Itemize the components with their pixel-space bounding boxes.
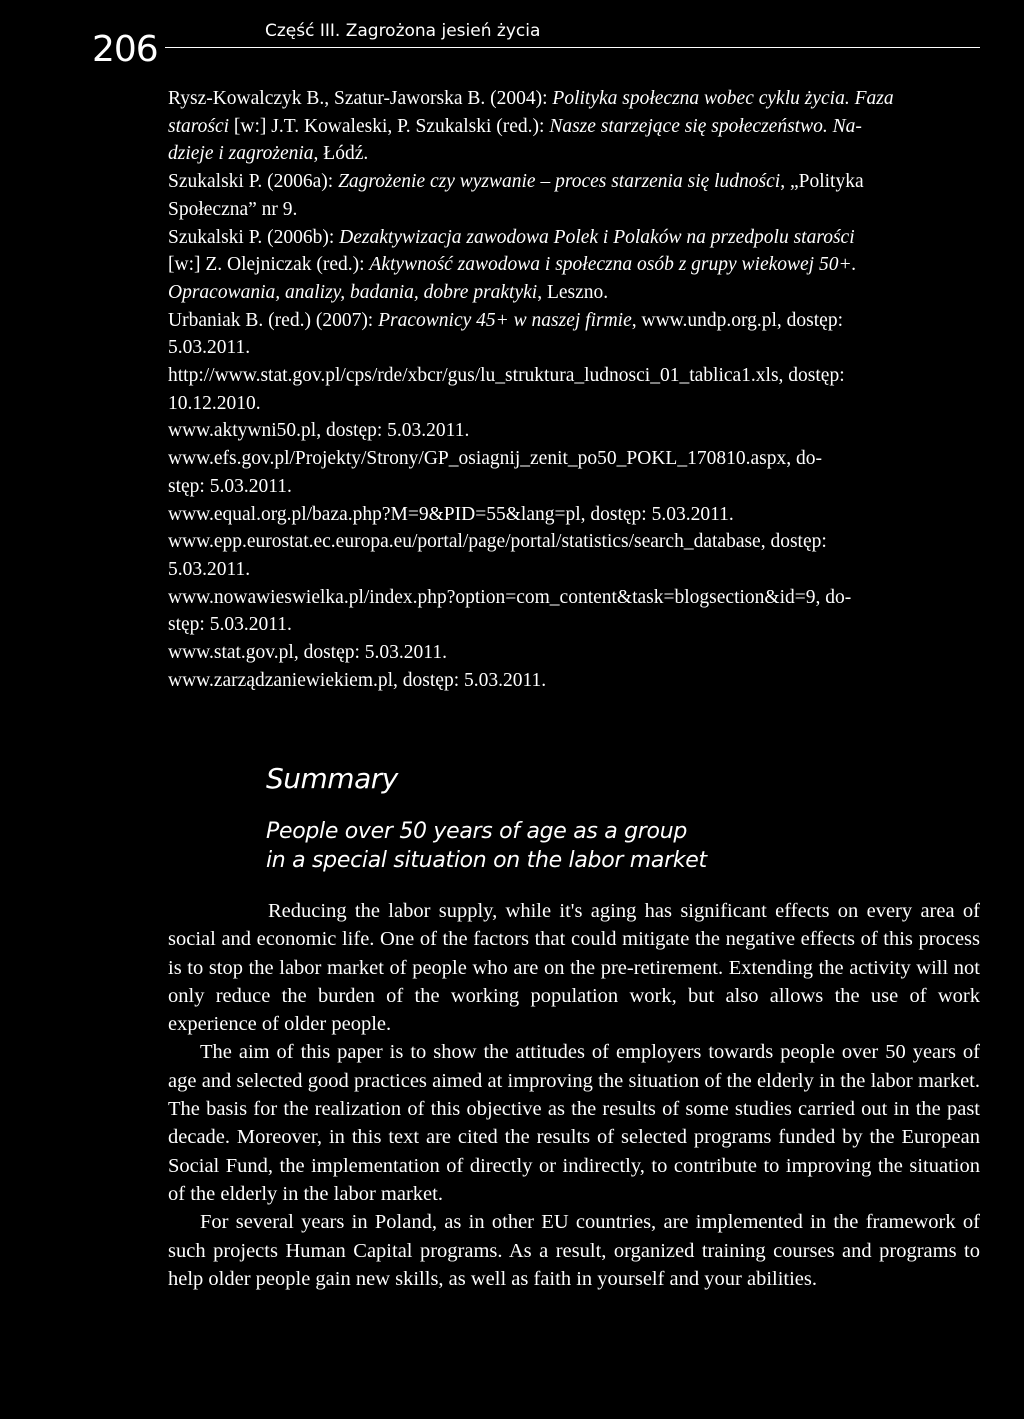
reference-text: , www.undp.org.pl, dostęp:	[631, 309, 843, 331]
running-head: Część III. Zagrożona jesień życia	[265, 21, 541, 41]
reference-entry	[168, 85, 980, 168]
reference-line	[168, 611, 980, 639]
reference-text: www.efs.gov.pl/Projekty/Strony/GP_osiagnij_zenit_po50_POKL_170810.aspx, do-	[168, 448, 822, 470]
reference-entry	[168, 168, 980, 223]
reference-text: Szukalski P. (2006b):	[168, 226, 340, 248]
reference-italic-text: Dezaktywizacja zawodowa Polek i Polaków na przedpolu starości	[339, 226, 855, 248]
reference-line	[168, 307, 980, 335]
summary-subtitle-line: People over 50 years of age as a group	[266, 819, 688, 844]
summary-paragraph: The aim of this paper is to show the attitudes of employers towards people over 50 years of age and selected good practices aimed at improving the situation of the elderly in the labor market. The basis for the realization of this objective as the results of some studies carried out in the past decade. Moreover, in this text are cited the results of selected programs funded by the European Social Fund, the implementation of directly or indirectly, to contribute to improving the situation of the elderly in the labor market.	[168, 1041, 980, 1205]
reference-text: www.equal.org.pl/baza.php?M=9&PID=55&lang=pl, dostęp: 5.03.2011.	[168, 503, 734, 525]
reference-italic-text: Pracownicy 45+ w naszej firmie	[378, 309, 632, 331]
reference-line	[168, 417, 980, 445]
reference-line	[168, 528, 980, 556]
reference-italic-text: Zagrożenie czy wyzwanie – proces starzenia się ludności	[338, 171, 781, 193]
reference-italic-text: starości	[168, 115, 230, 137]
summary-subtitle-line: in a special situation on the labor market	[266, 848, 707, 873]
reference-line	[168, 362, 980, 390]
reference-text: [w:] Z. Olejniczak (red.):	[168, 254, 370, 276]
reference-text: www.stat.gov.pl, dostęp: 5.03.2011.	[168, 642, 447, 664]
reference-text: , Leszno.	[537, 281, 609, 303]
reference-text: Społeczna” nr 9.	[168, 198, 298, 220]
reference-line	[168, 196, 980, 224]
reference-entry	[168, 528, 980, 583]
reference-line	[168, 113, 980, 141]
reference-line	[168, 667, 980, 695]
reference-line	[168, 168, 980, 196]
reference-line	[168, 224, 980, 252]
reference-entry	[168, 584, 980, 639]
reference-italic-text: dzieje i zagrożenia	[168, 143, 314, 165]
reference-entry	[168, 667, 980, 695]
reference-text: [w:] J.T. Kowaleski, P. Szukalski (red.):	[229, 115, 550, 137]
summary-paragraph: Reducing the labor supply, while it's aging has significant effects on every area of social and economic life. One of the factors that could mitigate the negative effects of this process is to stop the labor market of people who are on the pre-retirement. Extending the activity will not only reduce the burden of the working population work, but also allows the use of work experience of older people.	[168, 900, 980, 1036]
reference-line	[168, 251, 980, 279]
reference-line	[168, 556, 980, 584]
reference-line	[168, 639, 980, 667]
reference-italic-text: Opracowania, analizy, badania, dobre praktyki	[168, 281, 538, 303]
reference-entry	[168, 445, 980, 500]
reference-line	[168, 501, 980, 529]
reference-text: 5.03.2011.	[168, 558, 251, 580]
summary-body	[168, 897, 980, 1293]
reference-italic-text: Nasze starzejące się społeczeństwo. Na-	[549, 115, 862, 137]
reference-line	[168, 85, 980, 113]
reference-text: , „Polityka	[780, 171, 864, 193]
summary-subtitle	[266, 817, 707, 875]
references-list	[168, 85, 980, 694]
reference-italic-text: Polityka społeczna wobec cyklu życia. Faza	[552, 88, 894, 109]
reference-line	[168, 279, 980, 307]
reference-line	[168, 390, 980, 418]
reference-text: Szukalski P. (2006a):	[168, 171, 339, 193]
reference-entry	[168, 362, 980, 417]
reference-line	[168, 473, 980, 501]
reference-text: Rysz-Kowalczyk B., Szatur-Jaworska B. (2004):	[168, 88, 553, 109]
reference-text: www.epp.eurostat.ec.europa.eu/portal/page/portal/statistics/search_database, dostęp:	[168, 531, 827, 553]
reference-line	[168, 584, 980, 612]
reference-text: www.nowawieswielka.pl/index.php?option=com_content&task=blogsection&id=9, do-	[168, 586, 852, 608]
reference-entry	[168, 639, 980, 667]
reference-text: http://www.stat.gov.pl/cps/rde/xbcr/gus/lu_struktura_ludnosci_01_tablica1.xls, dostęp:	[168, 365, 845, 387]
reference-text: stęp: 5.03.2011.	[168, 475, 292, 497]
reference-line	[168, 445, 980, 473]
header-rule	[165, 47, 980, 48]
reference-text: 5.03.2011.	[168, 337, 251, 359]
reference-text: , Łódź.	[313, 143, 369, 165]
summary-title: Summary	[266, 762, 398, 795]
page-number: 206	[92, 29, 158, 70]
reference-text: stęp: 5.03.2011.	[168, 614, 292, 636]
summary-paragraph: For several years in Poland, as in other EU countries, are implemented in the framework of such projects Human Capital programs. As a result, organized training courses and programs to help older people gain new skills, as well as faith in yourself and your abilities.	[168, 1211, 980, 1290]
reference-text: www.aktywni50.pl, dostęp: 5.03.2011.	[168, 420, 470, 442]
reference-text: Urbaniak B. (red.) (2007):	[168, 309, 379, 331]
reference-text: 10.12.2010.	[168, 392, 261, 414]
reference-text: www.zarządzaniewiekiem.pl, dostęp: 5.03.2011.	[168, 669, 547, 691]
reference-entry	[168, 501, 980, 529]
reference-entry	[168, 417, 980, 445]
reference-entry	[168, 307, 980, 362]
reference-entry	[168, 224, 980, 307]
reference-line	[168, 140, 980, 168]
reference-line	[168, 334, 980, 362]
reference-italic-text: Aktywność zawodowa i społeczna osób z grupy wiekowej 50+.	[369, 254, 857, 276]
